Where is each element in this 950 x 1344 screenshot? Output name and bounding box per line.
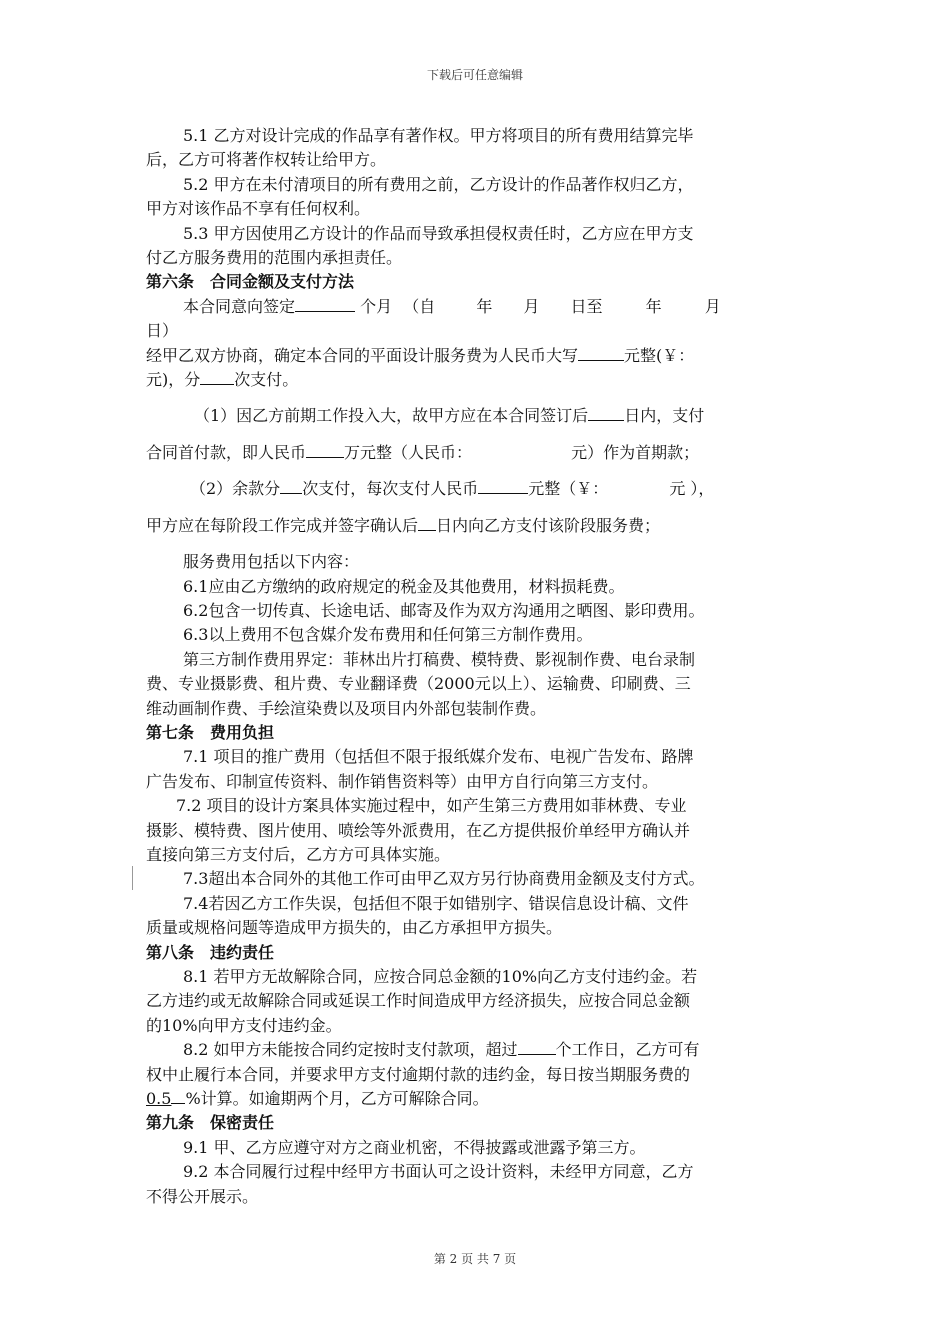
fee-line — [146, 344, 806, 368]
third-party-fees: 第三方制作费用界定：菲林出片打稿费、模特费、影视制作费、电台录制 — [183, 649, 696, 669]
document-body — [146, 124, 806, 1209]
clause-5-2: 5.2 甲方在未付清项目的所有费用之前，乙方设计的作品著作权归乙方， — [183, 174, 694, 194]
clause-7-1: 7.1 项目的推广费用（包括但不限于报纸媒介发布、电视广告发布、路牌 — [183, 747, 694, 767]
page-footer: 第 2 页 共 7 页 — [433, 1252, 517, 1266]
contract-term-end: 日） — [146, 321, 179, 341]
clause-7-1-cont: 广告发布、印制宣传资料、制作销售资料等）由甲方自行向第三方支付。 — [146, 771, 659, 791]
term-month-2: 月 — [704, 296, 721, 316]
fee-unit: 元整(￥： — [624, 345, 695, 365]
term-month-1: 月 — [523, 296, 540, 316]
installments-blank — [200, 370, 234, 385]
clause-5-2-cont: 甲方对该作品不享有任何权利。 — [146, 199, 371, 219]
down-payment-end: 元）作为首期款； — [571, 442, 700, 462]
payment-2-count-blank — [280, 479, 302, 494]
clause-5-1: 5.1 乙方对设计完成的作品享有著作权。甲方将项目的所有费用结算完毕 — [183, 126, 694, 145]
payment-1-amount-line — [146, 441, 806, 465]
contract-term-line — [146, 295, 806, 319]
fee-amount-blank — [578, 346, 624, 361]
clause-7-4: 7.4若因乙方工作失误，包括但不限于如错别字、错误信息设计稿、文件 — [183, 893, 689, 913]
clause-8-2-cont-2 — [146, 1087, 806, 1111]
fee-text: 经甲乙双方协商，确定本合同的平面设计服务费为人民币大写 — [146, 345, 579, 365]
heading-article-8: 第八条 违约责任 — [146, 942, 275, 962]
payment-2-cont-text: 甲方应在每阶段工作完成并签字确认后 — [146, 515, 419, 535]
term-months: 个月 — [360, 296, 393, 316]
clause-7-2-cont-2: 直接向第三方支付后，乙方方可具体实施。 — [146, 844, 451, 864]
payment-2-cont-end: 日内向乙方支付该阶段服务费； — [436, 515, 661, 535]
clause-9-1: 9.1 甲、乙方应遵守对方之商业机密，不得披露或泄露予第三方。 — [183, 1137, 646, 1157]
service-fee-intro: 服务费用包括以下内容： — [183, 552, 360, 572]
penalty-rate: 0.5 — [146, 1089, 172, 1109]
term-blank — [295, 297, 355, 312]
clause-8-2 — [146, 1038, 806, 1062]
payment-1-line — [146, 404, 806, 428]
clause-8-2-text: 8.2 如甲方未能按合同约定按时支付款项，超过 — [183, 1040, 518, 1060]
page-header: 下载后可任意编辑 — [426, 68, 523, 82]
clause-9-2-cont: 不得公开展示。 — [146, 1186, 259, 1206]
clause-8-1-cont-1: 乙方违约或无故解除合同或延误工作时间造成甲方经济损失，应按合同总金额 — [146, 991, 691, 1011]
clause-6-1: 6.1应由乙方缴纳的政府规定的税金及其他费用，材料损耗费。 — [183, 576, 625, 596]
term-day-to: 日至 — [570, 296, 603, 316]
clause-8-1: 8.1 若甲方无故解除合同，应按合同总金额的10%向乙方支付违约金。若 — [183, 967, 698, 986]
payment-2-amount-blank — [478, 479, 528, 494]
clause-8-2-end: 个工作日，乙方可有 — [555, 1040, 700, 1060]
down-payment-text: 合同首付款，即人民币 — [146, 442, 307, 462]
down-payment-unit: 万元整（人民币： — [344, 442, 473, 462]
payment-2-line — [146, 477, 806, 501]
overdue-days-blank — [518, 1040, 556, 1055]
term-text: 本合同意向签定 — [183, 296, 296, 316]
heading-article-9: 第九条 保密责任 — [146, 1113, 275, 1133]
payment-2-unit: 元整（￥： — [528, 479, 609, 499]
clause-5-1-cont: 后，乙方可将著作权转让给甲方。 — [146, 150, 387, 170]
fee-installments-end: 次支付。 — [234, 370, 299, 390]
payment-1-end: 日内，支付 — [624, 406, 705, 426]
clause-9-2: 9.2 本合同履行过程中经甲方书面认可之设计资料，未经甲方同意，乙方 — [183, 1162, 694, 1182]
clause-5-3-cont: 付乙方服务费用的范围内承担责任。 — [146, 248, 403, 268]
term-year-2: 年 — [645, 296, 662, 316]
penalty-rate-blank — [171, 1089, 185, 1104]
down-payment-blank — [306, 443, 344, 458]
clause-7-2-cont-1: 摄影、模特费、图片使用、喷绘等外派费用，在乙方提供报价单经甲方确认并 — [146, 820, 691, 840]
payment-2-mid: 次支付，每次支付人民币 — [302, 479, 479, 499]
clause-8-2-cont-1: 权中止履行本合同，并要求甲方支付逾期付款的违约金，每日按当期服务费的 — [146, 1064, 691, 1084]
revision-bar — [132, 866, 133, 890]
payment-1-days-blank — [588, 406, 624, 421]
payment-2-end: 元 ）， — [669, 479, 715, 499]
clause-8-1-cont-2: 的10%向甲方支付违约金。 — [146, 1015, 342, 1035]
heading-article-6: 第六条 合同金额及支付方法 — [146, 272, 355, 292]
payment-1-text: （1）因乙方前期工作投入大，故甲方应在本合同签订后 — [194, 406, 589, 426]
clause-7-4-cont: 质量或规格问题等造成甲方损失的，由乙方承担甲方损失。 — [146, 918, 563, 938]
payment-2-text: （2）余款分 — [190, 479, 281, 499]
term-from: （自 — [403, 296, 436, 316]
clause-6-3: 6.3以上费用不包含媒介发布费用和任何第三方制作费用。 — [183, 625, 593, 645]
third-party-fees-cont-2: 维动画制作费、手绘渲染费以及项目内外部包装制作费。 — [146, 698, 547, 718]
third-party-fees-cont-1: 费、专业摄影费、租片费、专业翻译费（2000元以上）、运输费、印刷费、三 — [146, 674, 691, 694]
penalty-rate-text: %计算。如逾期两个月，乙方可解除合同。 — [185, 1089, 489, 1109]
term-year-1: 年 — [476, 296, 493, 316]
fee-installments-line — [146, 368, 806, 392]
clause-5-3: 5.3 甲方因使用乙方设计的作品而导致承担侵权责任时，乙方应在甲方支 — [183, 223, 694, 243]
fee-installments-text: 元)，分 — [146, 370, 201, 390]
clause-7-3: 7.3超出本合同外的其他工作可由甲乙双方另行协商费用金额及支付方式。 — [183, 869, 705, 889]
payment-2-cont — [146, 514, 806, 538]
clause-7-2: 7.2 项目的设计方案具体实施过程中，如产生第三方费用如菲林费、专业 — [176, 796, 687, 816]
payment-2-days-blank — [418, 516, 436, 531]
heading-article-7: 第七条 费用负担 — [146, 722, 275, 742]
clause-6-2: 6.2包含一切传真、长途电话、邮寄及作为双方沟通用之晒图、影印费用。 — [183, 600, 705, 620]
